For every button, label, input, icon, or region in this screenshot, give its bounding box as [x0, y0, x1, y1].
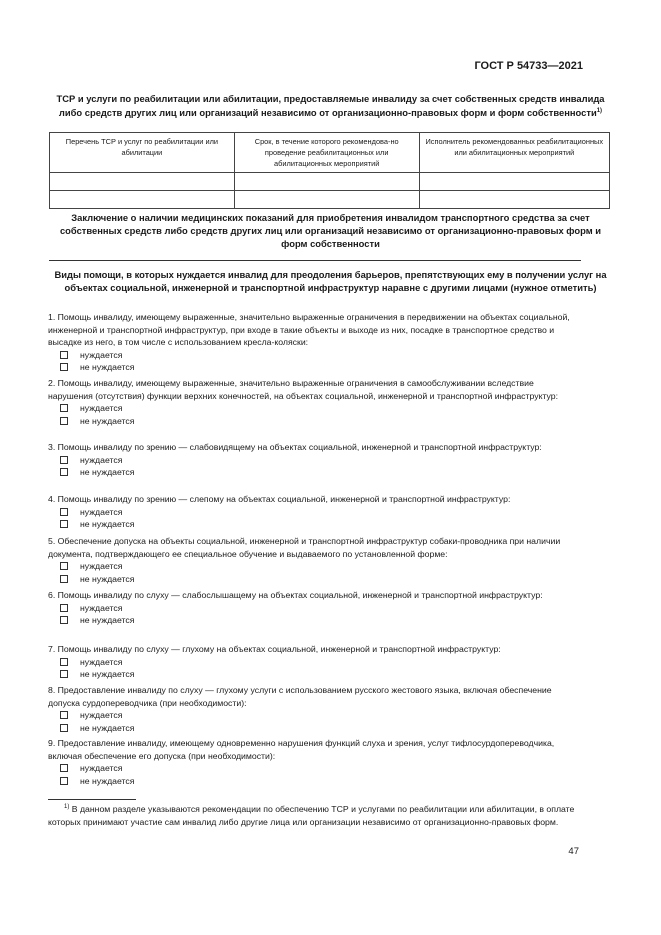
item-text: 8. Предоставление инвалиду по слуху — глухому услуги с использованием русского жестового языка, включая обеспечение допуска сурдопереводчика (при необходимости): — [48, 685, 552, 708]
document-header: ГОСТ Р 54733—2021 — [474, 60, 583, 72]
table-row — [50, 173, 610, 191]
checkbox[interactable] — [60, 351, 68, 359]
table-header: Перечень ТСР и услуг по реабилитации или абилитации — [50, 133, 235, 173]
option-need[interactable]: нуждается — [48, 349, 580, 362]
checkbox[interactable] — [60, 658, 68, 666]
assistance-item-1 — [48, 311, 580, 374]
checkbox[interactable] — [60, 562, 68, 570]
checkbox[interactable] — [60, 468, 68, 476]
table-cell[interactable] — [234, 191, 419, 209]
checkbox[interactable] — [60, 363, 68, 371]
option-no-need[interactable]: не нуждается — [48, 614, 580, 627]
footnote-ref: 1) — [596, 108, 603, 114]
option-need[interactable]: нуждается — [48, 656, 580, 669]
tsr-table — [49, 132, 610, 209]
option-need[interactable]: нуждается — [48, 762, 580, 775]
checkbox[interactable] — [60, 724, 68, 732]
item-text: 4. Помощь инвалиду по зрению — слепому на объектах социальной, инженерной и транспортной инфраструктур: — [48, 494, 511, 504]
table-cell[interactable] — [419, 173, 609, 191]
assistance-item-2 — [48, 377, 580, 427]
table-cell[interactable] — [234, 173, 419, 191]
option-no-need[interactable]: не нуждается — [48, 722, 580, 735]
footnote-mark: 1) — [64, 804, 70, 810]
checkbox[interactable] — [60, 508, 68, 516]
section-title-vehicle: Заключение о наличии медицинских показаний для приобретения инвалидом транспортного средства за счет собственных средств либо средств других лиц или организаций независимо от организационно-правовых форм и форм собственности — [59, 212, 602, 249]
assistance-item-8 — [48, 684, 580, 734]
section-title-tsr: ТСР и услуги по реабилитации или абилитации, предоставляемые инвалиду за счет собственных средств инвалида либо средств других лиц или организаций независимо от организационно-правовых форм и форм собственности$^{1)}$ — [56, 93, 605, 119]
option-no-need[interactable]: не нуждается — [48, 775, 580, 788]
assistance-item-5 — [48, 535, 580, 585]
page-number: 47 — [568, 846, 579, 857]
item-text: 3. Помощь инвалиду по зрению — слабовидящему на объектах социальной, инженерной и транспортной инфраструктур: — [48, 442, 542, 452]
item-text: 9. Предоставление инвалиду, имеющему одновременно нарушения функций слуха и зрения, услуг тифлосурдопереводчика, включая обеспечение его допуска (при необходимости): — [48, 738, 555, 761]
item-text: 1. Помощь инвалиду, имеющему выраженные, значительно выраженные ограничения в передвижении на объектах социальной, инженерной и транспортной инфраструктур, при входе в такие объекты и выходе из них, посадке в транспортное средство и высадке из него, в том числе с использованием кресла-коляски: — [48, 312, 570, 348]
assistance-item-6 — [48, 589, 580, 627]
assistance-item-3 — [48, 441, 580, 479]
assistance-item-7 — [48, 643, 580, 681]
option-need[interactable]: нуждается — [48, 709, 580, 722]
checkbox[interactable] — [60, 616, 68, 624]
item-text: 2. Помощь инвалиду, имеющему выраженные, значительно выраженные ограничения в самообслуживании вследствие нарушения (отсутствия) функции верхних конечностей, на объектах социальной, инженерной и транспортной инфраструктур: — [48, 378, 559, 401]
table-header: Срок, в течение которого рекомендова-но проведение реабилитационных или абилитационных мероприятий — [234, 133, 419, 173]
section-title-assistance: Виды помощи, в которых нуждается инвалид для преодоления барьеров, препятствующих ему в получении услуг на объектах социальной, инженерной и транспортной инфраструктур наравне с другими лицами (нужное отметить) — [54, 269, 607, 293]
checkbox[interactable] — [60, 711, 68, 719]
option-no-need[interactable]: не нуждается — [48, 668, 580, 681]
option-need[interactable]: нуждается — [48, 454, 580, 467]
fill-in-line[interactable] — [49, 260, 581, 261]
option-need[interactable]: нуждается — [48, 506, 580, 519]
checkbox[interactable] — [60, 670, 68, 678]
option-no-need[interactable]: не нуждается — [48, 361, 580, 374]
option-no-need[interactable]: не нуждается — [48, 466, 580, 479]
option-need[interactable]: нуждается — [48, 560, 580, 573]
table-cell[interactable] — [50, 173, 235, 191]
checkbox[interactable] — [60, 777, 68, 785]
table-cell[interactable] — [419, 191, 609, 209]
item-text: 6. Помощь инвалиду по слуху — слабослышащему на объектах социальной, инженерной и транспортной инфраструктур: — [48, 590, 543, 600]
assistance-item-9 — [48, 737, 580, 787]
option-no-need[interactable]: не нуждается — [48, 518, 580, 531]
checkbox[interactable] — [60, 417, 68, 425]
assistance-item-4 — [48, 493, 580, 531]
table-cell[interactable] — [50, 191, 235, 209]
option-no-need[interactable]: не нуждается — [48, 415, 580, 428]
option-need[interactable]: нуждается — [48, 602, 580, 615]
checkbox[interactable] — [60, 404, 68, 412]
item-text: 7. Помощь инвалиду по слуху — глухому на объектах социальной, инженерной и транспортной инфраструктур: — [48, 644, 501, 654]
checkbox[interactable] — [60, 604, 68, 612]
table-row — [50, 191, 610, 209]
checkbox[interactable] — [60, 520, 68, 528]
footnote-separator — [48, 799, 136, 800]
option-no-need[interactable]: не нуждается — [48, 573, 580, 586]
option-need[interactable]: нуждается — [48, 402, 580, 415]
table-header: Исполнитель рекомендованных реабилитационных или абилитационных мероприятий — [419, 133, 609, 173]
checkbox[interactable] — [60, 575, 68, 583]
checkbox[interactable] — [60, 456, 68, 464]
item-text: 5. Обеспечение допуска на объекты социальной, инженерной и транспортной инфраструктур собаки-проводника при наличии документа, подтверждающего ее специальное обучение и выдаваемого по установленной форме: — [48, 536, 561, 559]
footnote: $^{1)}$ В данном разделе указываются рекомендации по обеспечению ТСР и услугами по реабилитации или абилитации, в оплате которых принимают участие сам инвалид либо другие лица или организации независимо от организационно-правовых форм. — [48, 803, 575, 828]
checkbox[interactable] — [60, 764, 68, 772]
